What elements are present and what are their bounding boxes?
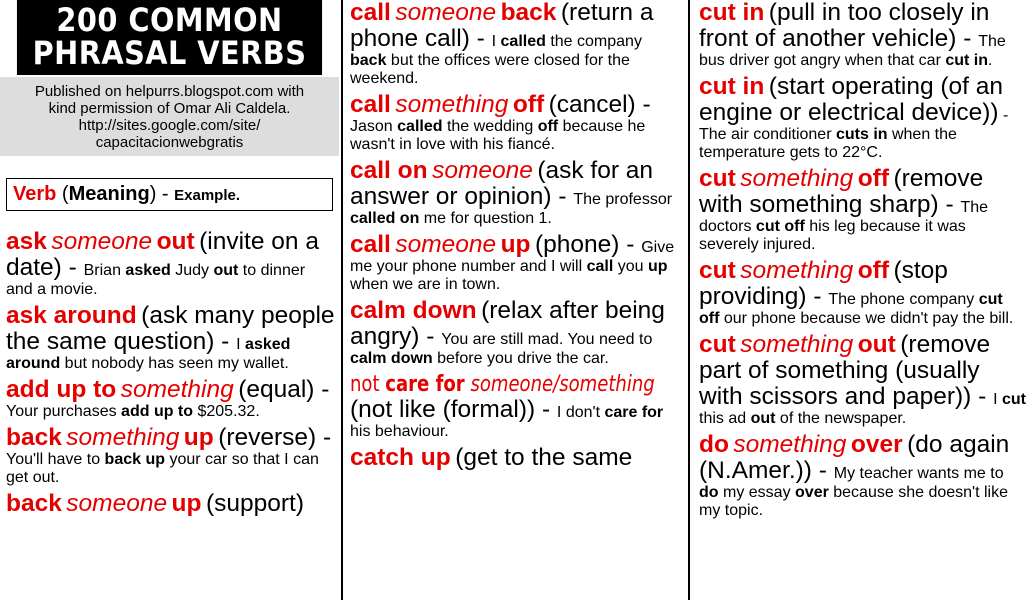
example-text: of the newspaper. bbox=[775, 410, 907, 427]
verb-particle: up bbox=[500, 231, 531, 258]
separator: - bbox=[811, 457, 834, 484]
publisher-note bbox=[0, 77, 339, 156]
verb-object: something bbox=[66, 424, 180, 451]
example-highlight: add up to bbox=[121, 403, 194, 420]
example-text: but nobody has seen my wallet. bbox=[60, 355, 289, 372]
verb-object: something bbox=[120, 376, 234, 403]
example-highlight: do bbox=[699, 484, 719, 501]
example-highlight: care for bbox=[604, 404, 664, 421]
phrasal-verb-entry bbox=[695, 74, 1029, 162]
phrasal-verb-entry bbox=[0, 377, 339, 421]
verb-particle: up bbox=[183, 424, 214, 451]
phrasal-verb-entry bbox=[0, 425, 339, 487]
verb-particle: off bbox=[857, 257, 889, 284]
example-text: because he wasn't in love with his fiancé. bbox=[350, 118, 646, 153]
example-text: You'll have to bbox=[6, 451, 105, 468]
column-2 bbox=[346, 0, 684, 600]
verb-particle: off bbox=[512, 91, 545, 118]
example-text: Jason bbox=[350, 118, 398, 135]
legend-paren: ( bbox=[56, 183, 69, 205]
example-highlight: call bbox=[586, 258, 614, 275]
title-line: 200 COMMON bbox=[56, 1, 283, 39]
example-text: before you drive the car. bbox=[432, 350, 609, 367]
verb: ask bbox=[6, 228, 47, 255]
legend-verb: Verb bbox=[13, 183, 57, 205]
example-highlight: called on bbox=[350, 210, 420, 227]
meaning: (equal) bbox=[238, 376, 315, 403]
verb: ask around bbox=[6, 302, 137, 329]
phrasal-verb-entry bbox=[346, 92, 684, 154]
example-text: his behaviour. bbox=[350, 423, 449, 440]
separator: - bbox=[998, 107, 1009, 124]
verb: cut bbox=[699, 165, 736, 192]
verb: catch up bbox=[350, 444, 451, 471]
example-text: our phone because we didn't pay the bill. bbox=[719, 310, 1014, 327]
verb: do bbox=[699, 431, 729, 458]
example-text: Your purchases bbox=[6, 403, 122, 420]
verb-particle: out bbox=[156, 228, 195, 255]
separator: - bbox=[938, 191, 961, 218]
phrasal-verb-entry bbox=[695, 432, 1029, 520]
example-highlight: cut off bbox=[755, 218, 805, 235]
example-highlight: cut in bbox=[945, 52, 989, 69]
separator: - bbox=[469, 25, 492, 52]
phrasal-verb-entry bbox=[0, 303, 339, 373]
verb-object: someone bbox=[432, 157, 533, 184]
verb-particle: up bbox=[171, 490, 202, 517]
phrasal-verb-entry bbox=[346, 158, 684, 228]
example-text: The bus driver got angry when that car bbox=[699, 33, 1006, 69]
example-text: The phone company bbox=[828, 291, 979, 308]
verb-prefix: not bbox=[350, 372, 386, 397]
example-highlight: off bbox=[537, 118, 559, 135]
meaning: (start operating (of an engine or electrical device)) bbox=[699, 73, 1004, 126]
meaning: (not like (formal)) bbox=[350, 396, 536, 423]
verb: back bbox=[6, 490, 62, 517]
example-text: . bbox=[988, 52, 993, 69]
verb: back bbox=[6, 424, 62, 451]
example-text: I bbox=[491, 33, 501, 50]
meaning: (get to the same bbox=[455, 444, 633, 471]
verb: call bbox=[350, 231, 391, 258]
separator: - bbox=[316, 424, 332, 451]
verb-object: something bbox=[740, 331, 854, 358]
example-highlight: back up bbox=[104, 451, 166, 468]
example-highlight: called bbox=[397, 118, 443, 135]
example-highlight: cuts in bbox=[835, 126, 888, 143]
meaning: (do again (N.Amer.)) bbox=[699, 431, 1010, 484]
verb-particle: over bbox=[850, 431, 903, 458]
verb: call bbox=[350, 0, 391, 26]
verb-phrase bbox=[350, 372, 655, 397]
verb-object: something bbox=[395, 91, 509, 118]
verb: add up to bbox=[6, 376, 117, 403]
example-text: because she doesn't like my topic. bbox=[699, 484, 1008, 519]
example-text: Judy bbox=[170, 262, 214, 279]
column-3 bbox=[695, 0, 1029, 600]
verb-object: something bbox=[740, 257, 854, 284]
example-text: his leg because it was severely injured. bbox=[699, 218, 966, 253]
example-highlight: out bbox=[750, 410, 776, 427]
phrasal-verb-entry bbox=[346, 372, 684, 441]
meaning: (invite on a date) bbox=[6, 228, 319, 281]
legend-dash: - bbox=[156, 183, 175, 205]
example-highlight: back bbox=[350, 52, 387, 69]
phrasal-verb-entry bbox=[695, 332, 1029, 428]
separator: - bbox=[956, 25, 979, 52]
example-text: your car so that I can get out. bbox=[6, 451, 319, 486]
separator: - bbox=[619, 231, 642, 258]
meaning: (support) bbox=[205, 490, 304, 517]
verb-object: someone bbox=[51, 228, 153, 255]
example-text: You are still mad. You need to bbox=[441, 331, 653, 348]
column-1 bbox=[0, 0, 339, 600]
example-text: $205.32. bbox=[193, 403, 260, 420]
verb-object: someone bbox=[66, 490, 168, 517]
example-highlight: cut off bbox=[699, 291, 1003, 327]
example-text: you bbox=[613, 258, 648, 275]
separator: - bbox=[971, 383, 994, 410]
verb: call on bbox=[350, 157, 428, 184]
phrasal-verb-entry bbox=[695, 258, 1029, 328]
meaning: (return a phone call) bbox=[350, 0, 654, 52]
example-highlight: asked around bbox=[6, 336, 291, 372]
verb: call bbox=[350, 91, 391, 118]
separator: - bbox=[419, 323, 442, 350]
example-text: I bbox=[236, 336, 246, 353]
meaning: (remove part of something (usually with scissors and paper)) bbox=[699, 331, 991, 410]
title-line: PHRASAL VERBS bbox=[32, 34, 307, 72]
verb-object: something bbox=[740, 165, 854, 192]
phrasal-verb-entry bbox=[346, 445, 684, 471]
legend-paren: ) bbox=[149, 183, 157, 205]
publisher-line: kind permission of Omar Ali Caldela. bbox=[48, 100, 291, 117]
verb: calm down bbox=[350, 297, 477, 324]
phrasal-verb-entry bbox=[346, 298, 684, 368]
column-divider bbox=[341, 0, 343, 600]
example-text: I don't bbox=[556, 404, 605, 421]
example-text: but the offices were closed for the weekend. bbox=[350, 52, 630, 87]
example-text: the wedding bbox=[442, 118, 538, 135]
verb-particle: off bbox=[857, 165, 889, 192]
meaning: (ask many people the same question) bbox=[6, 302, 335, 355]
example-text: The doctors bbox=[699, 199, 989, 235]
meaning: (stop providing) bbox=[699, 257, 948, 310]
verb-object: someone/something bbox=[470, 372, 655, 397]
verb: care for bbox=[385, 372, 465, 397]
example-text: to dinner and a movie. bbox=[6, 262, 306, 298]
verb-object: something bbox=[733, 431, 847, 458]
verb: cut in bbox=[699, 0, 765, 26]
example-highlight: cut bbox=[1002, 391, 1026, 408]
page-title bbox=[17, 0, 322, 75]
phrasal-verb-entry bbox=[346, 232, 684, 294]
phrasal-verb-entry bbox=[695, 0, 1029, 70]
format-legend bbox=[6, 178, 333, 211]
example-text: me for question 1. bbox=[419, 210, 552, 227]
example-text: this ad bbox=[699, 410, 751, 427]
meaning: (pull in too closely in front of another vehicle) bbox=[699, 0, 990, 52]
verb-particle: back bbox=[500, 0, 557, 26]
legend-meaning: Meaning bbox=[68, 183, 150, 205]
example-text: The professor bbox=[573, 191, 673, 208]
meaning: (cancel) bbox=[548, 91, 636, 118]
example-text: The air conditioner bbox=[699, 126, 836, 143]
example-text: My teacher wants me to bbox=[833, 465, 1004, 482]
meaning: (remove with something sharp) bbox=[699, 165, 984, 218]
example-text: the company bbox=[545, 33, 642, 50]
example-highlight: calm down bbox=[350, 350, 433, 367]
separator: - bbox=[61, 254, 84, 281]
separator: - bbox=[551, 183, 574, 210]
separator: - bbox=[314, 376, 330, 403]
phrasal-verb-entry bbox=[0, 229, 339, 299]
publisher-url: http://sites.google.com/site/ bbox=[78, 117, 261, 134]
separator: - bbox=[535, 396, 557, 423]
verb-particle: out bbox=[857, 331, 896, 358]
verb: cut bbox=[699, 257, 736, 284]
verb-object: someone bbox=[395, 231, 497, 258]
example-text: I bbox=[993, 391, 1002, 408]
example-text: my essay bbox=[718, 484, 796, 501]
example-highlight: out bbox=[213, 262, 239, 279]
meaning: (reverse) bbox=[218, 424, 317, 451]
meaning: (phone) bbox=[534, 231, 620, 258]
meaning: (relax after being angry) bbox=[350, 297, 665, 350]
verb: cut bbox=[699, 331, 736, 358]
column-divider bbox=[688, 0, 690, 600]
verb-object: someone bbox=[395, 0, 497, 26]
publisher-line: Published on helpurrs.blogspot.com with bbox=[34, 83, 305, 100]
separator: - bbox=[635, 91, 651, 118]
example-text: when we are in town. bbox=[350, 276, 501, 293]
meaning: (ask for an answer or opinion) bbox=[350, 157, 654, 210]
phrasal-verb-entry bbox=[346, 0, 684, 88]
example-text: Give me your phone number and I will bbox=[350, 239, 675, 275]
example-highlight: up bbox=[647, 258, 668, 275]
verb: cut in bbox=[699, 73, 765, 100]
example-text: when the temperature gets to 22°C. bbox=[699, 126, 957, 161]
legend-example: Example. bbox=[174, 187, 241, 204]
example-highlight: called bbox=[500, 33, 546, 50]
example-highlight: over bbox=[795, 484, 829, 501]
separator: - bbox=[806, 283, 829, 310]
separator: - bbox=[214, 328, 237, 355]
example-highlight: asked bbox=[125, 262, 171, 279]
phrasal-verb-entry bbox=[695, 166, 1029, 254]
phrasal-verb-entry bbox=[0, 491, 339, 517]
publisher-url: capacitacionwebgratis bbox=[95, 134, 244, 151]
example-text: Brian bbox=[83, 262, 126, 279]
